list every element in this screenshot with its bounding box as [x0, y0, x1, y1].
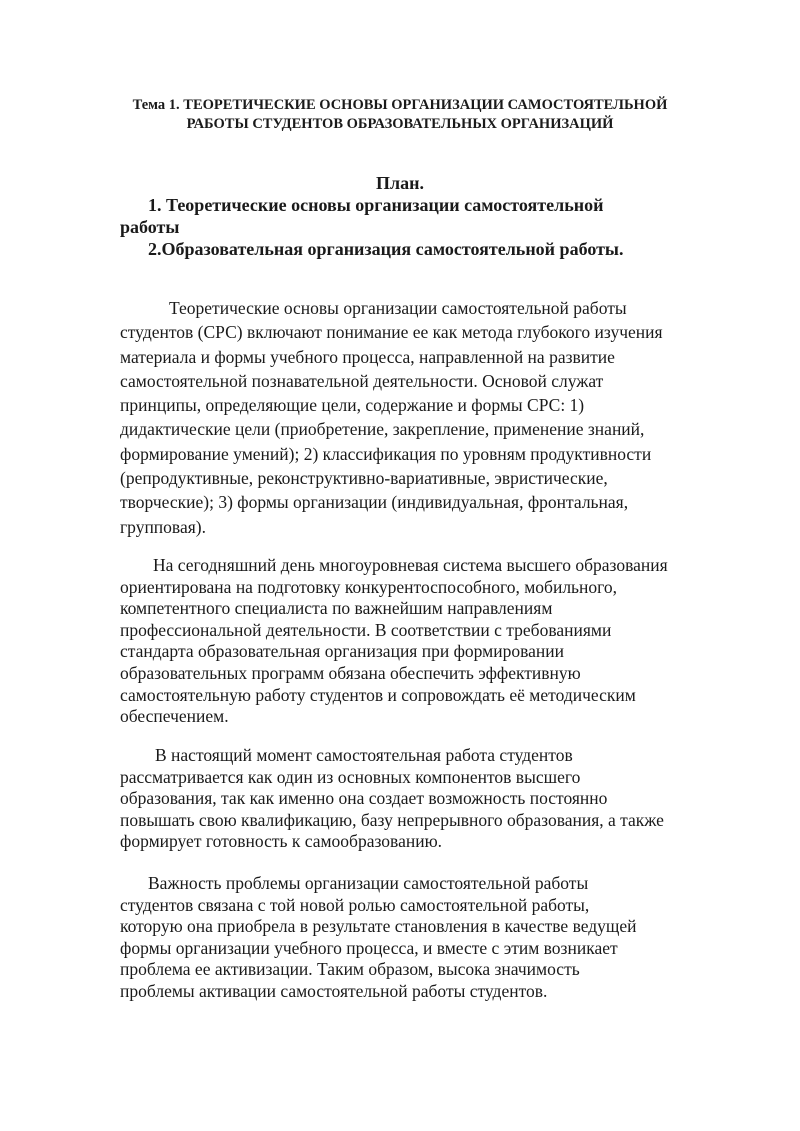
paragraph-4: Важность проблемы организации самостоятельной работы студентов связана с той новой ролью самостоятельной работы, которую она приобрела в результате становления в качестве ведущей формы организации учебного процесса, и вместе с этим возникает проблема ее активизации. Таким образом, высока значимость проблемы активации самостоятельной работы студентов.: [120, 873, 637, 1001]
plan-item-2: 2.Образовательная организация самостоятельной работы.: [148, 239, 624, 259]
plan-item-1: 1. Теоретические основы организации самостоятельной работы: [120, 195, 604, 237]
document-title: Тема 1. ТЕОРЕТИЧЕСКИЕ ОСНОВЫ ОРГАНИЗАЦИИ САМОСТОЯТЕЛЬНОЙ РАБОТЫ СТУДЕНТОВ ОБРАЗОВАТЕЛЬНЫХ ОРГАНИЗАЦИЙ: [132, 97, 668, 132]
paragraph-1: Теоретические основы организации самостоятельной работы студентов (СРС) включают понимание ее как метода глубокого изучения материала и формы учебного процесса, направленной на развитие самостоятельной познавательной деятельности. Основой служат принципы, определяющие цели, содержание и формы СРС: 1) дидактические цели (приобретение, закрепление, применение знаний, формирование умений); 2) классификация по уровням продуктивности (репродуктивные, реконструктивно-вариативные, эвристические, творческие); 3) формы организации (индивидуальная, фронтальная, групповая).: [120, 298, 663, 537]
paragraph-3: В настоящий момент самостоятельная работа студентов рассматривается как один из основных компонентов высшего образования, так как именно она создает возможность постоянно повышать свою квалификацию, базу непрерывного образования, а также формирует готовность к самообразованию.: [120, 745, 664, 852]
plan-heading: План.: [376, 173, 424, 193]
paragraph-2: На сегодняшний день многоуровневая система высшего образования ориентирована на подготовку конкурентоспособного, мобильного, компетентного специалиста по важнейшим направлениям профессиональной деятельности. В соответствии с требованиями стандарта образовательная организация при формировании образовательных программ обязана обеспечить эффективную самостоятельную работу студентов и сопровождать её методическим обеспечением.: [120, 555, 668, 727]
